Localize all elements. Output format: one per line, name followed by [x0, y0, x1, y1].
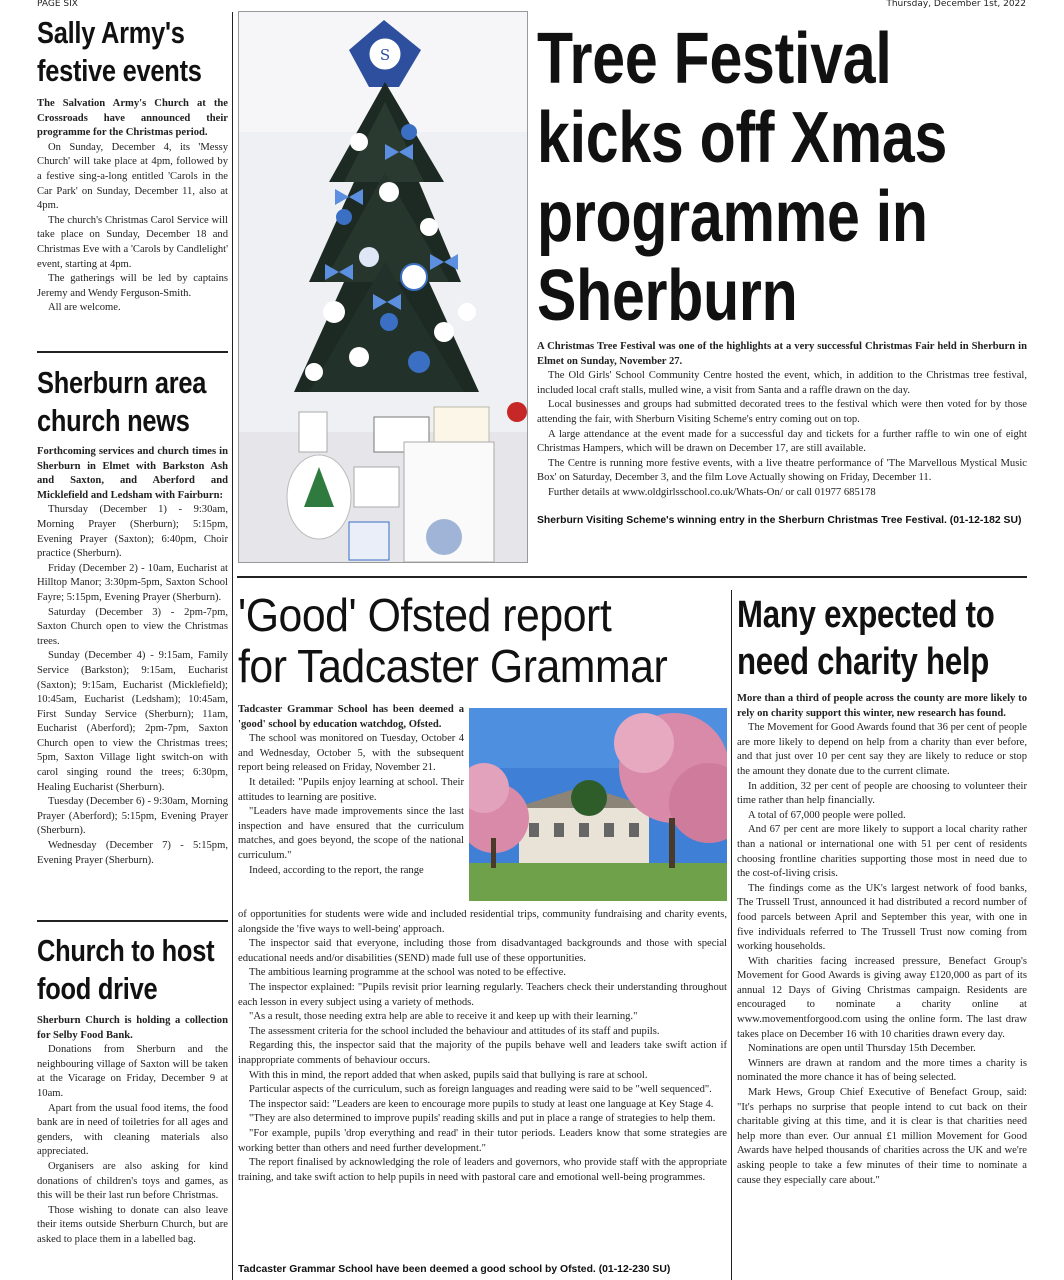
photo-caption: Tadcaster Grammar School have been deemed a good school by Ofsted. (01-12-230 SU): [238, 1264, 671, 1275]
headline: Church to host food drive: [37, 933, 215, 1006]
article-sally-army: [37, 14, 228, 316]
christmas-tree-photo: [238, 11, 528, 563]
article-food-drive: [37, 932, 228, 1248]
article-body: Forthcoming services and church times in Sherburn in Elmet with Barkston Ash and Saxton, and Aberford and Micklefield and Ledsham with Fairburn: Thursday (December 1) - 9:30am, Morning Prayer (Sherburn); 5:15pm, Evening Prayer (Saxton); 6:40pm, Choir practice (Sherburn). Friday (December 2) - 10am, Eucharist at Hilltop Manor; 3:30pm-5pm, Saxton School Fayre; 5:15pm, Evening Prayer (Sherburn). Saturday (December 3) - 2pm-7pm, Saxton Church open to view the Christmas trees. Sunday (December 4) - 9:15am, Family Service (Barkston); 9:15am, Eucharist (Saxton); 9:15am, Eucharist (Micklefield); 10:45am, Eucharist (Ledsham); 10:45am, First Sunday Service (Sherburn); 11am, Eucharist (Aberford); 2pm-7pm, Saxton Church open to view the Christmas trees; 5pm, Saxton Village light switch-on with carol singing round the trees; 6:30pm, Healing Eucharist (Sherburn). Tuesday (December 6) - 9:30am, Morning Prayer (Aberford); 5:15pm, Evening Prayer (Sherburn). Wednesday (December 7) - 5:15pm, Evening Prayer (Sherburn).: [37, 446, 228, 866]
article-tree-festival: [537, 20, 1027, 527]
article-ofsted: [238, 590, 727, 692]
page-header: [0, 0, 1064, 10]
school-blossom-illustration: [469, 708, 727, 901]
headline: Sally Army's festive events: [37, 15, 202, 88]
column-rule-right: [731, 590, 732, 1280]
section-rule-top: [237, 576, 1027, 578]
headline: 'Good' Ofsted report for Tadcaster Grammar: [238, 589, 668, 692]
article-body: Sherburn Church is holding a collection for Selby Food Bank. Donations from Sherburn and the neighbouring village of Saxton will be taken at the Vicarage on Friday, December 9 at 10am. Apart from the usual food items, the food bank are in need of toiletries for all ages and genders, with cleaning materials also appreciated. Organisers are also asking for kind donations of children's toys and games, as this will be their last run before Christmas. Those wishing to donate can also leave their items outside Sherburn Church, but are asked to place them in a labelled bag.: [37, 1015, 228, 1245]
article-ofsted-body-wide: of opportunities for students were wide and included residential trips, community fundraising and charity events, alongside the 'five ways to well-being' approach. The inspector said that everyone, including those from disadvantaged backgrounds and those with special educational needs and/or disabilities (SEND) made full use of these opportunities. The ambitious learning programme at the school was noted to be effective. The inspector explained: "Pupils revisit prior learning regularly. Teachers check their understanding throughout each lesson in every subject using a variety of methods. "As a result, those needing extra help are able to receive it and keep up with their learning." The assessment criteria for the school included the behaviour and attitudes of its staff and pupils. Regarding this, the inspector said that the majority of the pupils behave well and leaders take swift action if inappropriate comments of behaviour occurs. With this in mind, the report added that when asked, pupils said that bullying is rare at school. Particular aspects of the curriculum, such as foreign languages and reading were said to be "well sequenced". The inspector said: "Leaders are keen to encourage more pupils to study at least one language at Key Stage 4. "They are also determined to improve pupils' reading skills and put in place a range of strategies to help them. "For example, pupils 'drop everything and read' in their tutor periods. Leaders know that some strategies are working better than others and need further development." The report finalised by acknowledging the role of leaders and governors, who provide staff with the appropriate training, and take swift action to help pupils in need with pastoral care and emotional well-being programmes.: [238, 909, 727, 1183]
tadcaster-grammar-photo: [469, 708, 727, 901]
svg-text:S: S: [379, 46, 391, 64]
article-church-news: [37, 364, 228, 868]
issue-date: Thursday, December 1st, 2022: [886, 0, 1026, 9]
page-number: PAGE SIX: [37, 0, 78, 9]
christmas-tree-illustration: [239, 12, 528, 563]
headline: Tree Festival kicks off Xmas programme in Sherburn: [537, 19, 948, 336]
column-rule-left: [232, 12, 233, 1280]
article-ofsted-body-narrow: Tadcaster Grammar School has been deemed a 'good' school by education watchdog, Ofsted. The school was monitored on Tuesday, October 4 and Wednesday, October 5, with the subsequent report being released on Friday, November 21. It detailed: "Pupils enjoy learning at school. Their attitudes to learning are positive. "Leaders have made improvements since the last inspection and have ensured that the curriculum matches, and goes beyond, the scope of the national curriculum." Indeed, according to the report, the range: [238, 704, 464, 876]
section-rule: [37, 920, 228, 922]
article-body: More than a third of people across the county are more likely to rely on charity support this winter, new research has found. The Movement for Good Awards found that 36 per cent of people are more likely to depend on help from a charity than ever before, and that just over 10 per cent say they are likely to reduce or stop the amount they donate due to the current climate. In addition, 32 per cent of people are choosing to volunteer their time rather than help financially. A total of 67,000 people were polled. And 67 per cent are more likely to support a local charity rather than a national or international one with 51 per cent of residents choosing frontline charities supporting those most in need due to the cost-of-living crisis. The findings come as the UK's largest network of food banks, The Trussell Trust, announced it had distributed a record number of food parcels between April and September this year, with one in five individuals referred to The Trussell Trust now coming from working households. With charities facing increased pressure, Benefact Group's Movement for Good Awards is giving away £120,000 as part of its annual 12 Days of Giving Christmas campaign. Residents are encouraged to nominate a charity online at www.movementforgood.com using the online form. The last draw takes place on December 16 with 10 charities drawn every day. Nominations are open until Thursday 15th December. Winners are drawn at random and the more times a charity is nominated the more chance it has of being selected. Mark Hews, Group Chief Executive of Benefact Group, said: "It's perhaps no surprise that people intend to cut back on their charitable giving at this time, and it is clear is that charities need help more than ever. Our annual £1 million Movement for Good Awards have helped thousands of charities across the UK and we're asking people to take a few minutes of their time to nominate a cause they especially care about.": [737, 693, 1027, 1186]
headline: Sherburn area church news: [37, 365, 207, 438]
article-body: The Salvation Army's Church at the Crossroads have announced their programme for the Christmas period. On Sunday, December 4, its 'Messy Church' will take place at 4pm, followed by a festive sing-a-long entitled 'Carols in the Car Park' on Sunday, December 11, also at 4pm. The church's Christmas Carol Service will take place on Sunday, December 18 and Christmas Eve with a 'Carols by Candlelight' event, starting at 4pm. The gatherings will be led by captains Jeremy and Wendy Ferguson-Smith. All are welcome.: [37, 98, 228, 314]
photo-caption: Sherburn Visiting Scheme's winning entry in the Sherburn Christmas Tree Festival. (01-12-182 SU): [537, 514, 1022, 526]
section-rule: [37, 351, 228, 353]
article-charity: [737, 592, 1027, 1188]
article-body: A Christmas Tree Festival was one of the highlights at a very successful Christmas Fair held in Sherburn in Elmet on Sunday, November 27. The Old Girls' School Community Centre hosted the event, which, in addition to the Christmas tree festival, included local craft stalls, mulled wine, a visit from Santa and a raffle drawn on the day. Local businesses and groups had submitted decorated trees to the festival which were then voted for by those attending the fair, with Sherburn Visiting Scheme's entry coming out on top. A large attendance at the event made for a successful day and tickets for a further raffle to win one of eight Christmas Hampers, which will be drawn on December 17, are still available. The Centre is running more festive events, with a live theatre performance of 'The Marvellous Mystical Music Box' on Saturday, December 3, and the film Love Actually showing on Friday, December 11. Further details at www.oldgirlsschool.co.uk/Whats-On/ or call 01977 685178: [537, 341, 1027, 498]
headline: Many expected to need charity help: [737, 594, 995, 683]
